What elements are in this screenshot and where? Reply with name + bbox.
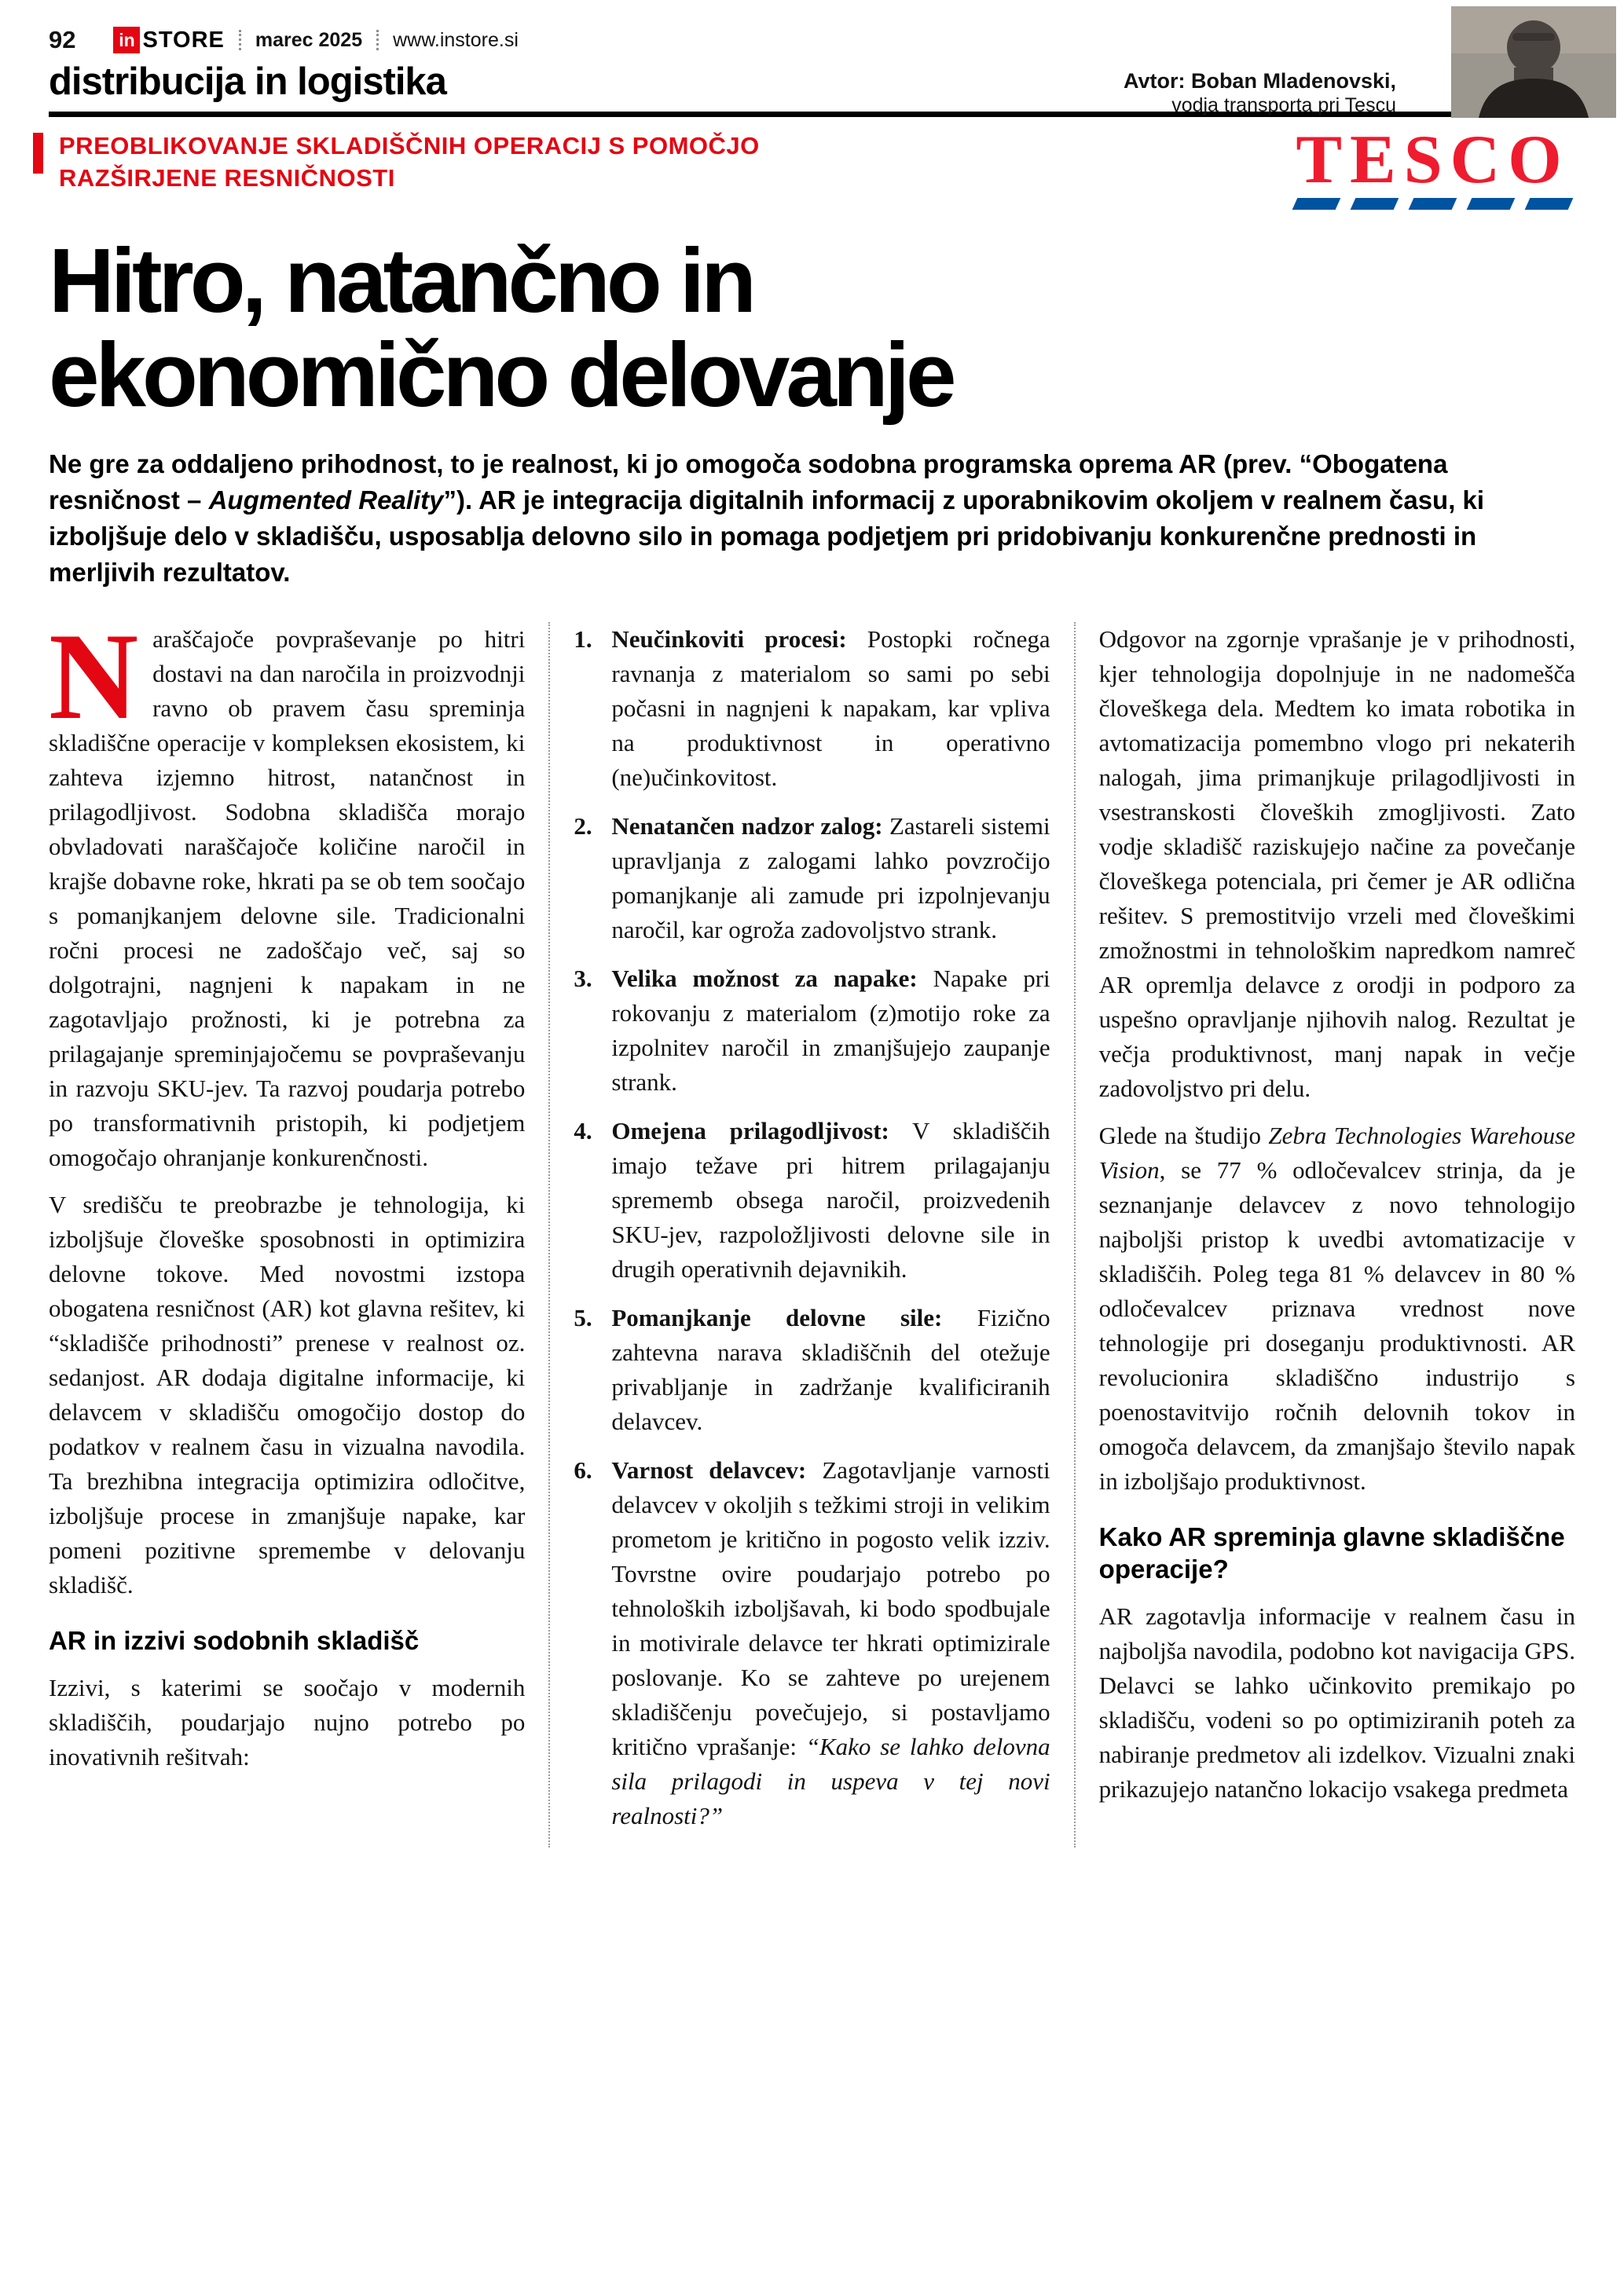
top-meta-row — [49, 20, 1575, 55]
subheading: Kako AR spreminja glavne skladiščne operacije? — [1098, 1522, 1565, 1584]
list-item — [574, 1301, 1050, 1439]
paragraph: Izzivi, s katerimi se soočajo v modernih skladiščih, poudarjajo nujno potrebo po inovativnih rešitvah: — [49, 1674, 526, 1771]
item-label: Velika možnost za napake: — [611, 965, 918, 993]
item-text: Omejena prilagodljivost: V skladiščih imajo težave pri hitrem prilagajanju sprememb obsega naročil, proizvedenih SKU-jev, razpoložljivosti delovne sile in drugih operativnih dejavnikih. — [611, 1117, 1050, 1283]
column-1 — [49, 608, 548, 1847]
list-item — [574, 809, 1050, 947]
lead-paragraph — [49, 446, 1575, 591]
tesco-logo — [1295, 122, 1571, 210]
item-number: 6. — [574, 1456, 592, 1485]
item-text: Neučinkoviti procesi: Postopki ročnega ravnanja z materialom so sami po sebi počasni in nagnjeni k napakam, kar vpliva na produktivnost in operativno (ne)učinkovitost. — [611, 625, 1050, 792]
tesco-underline — [1295, 198, 1571, 210]
section-title: distribucija in logistika — [49, 60, 446, 103]
instore-logo-in-box: in — [113, 27, 140, 53]
red-accent-bar — [33, 133, 43, 174]
headline-line-1: Hitro, natančno in — [49, 229, 753, 331]
item-number: 4. — [574, 1117, 592, 1145]
lead-part-1: Ne gre za oddaljeno prihodnost, to je realnost, ki jo omogoča sodobna programska oprema AR (prev. “Obogatena resničnost – — [49, 449, 1448, 515]
tesco-dash-icon — [1525, 198, 1574, 210]
item-quote: “Kako se lahko delovna sila prilagodi in uspeva v tej novi realnosti?” — [611, 1733, 1050, 1830]
author-name: Avtor: Boban Mladenovski, — [1123, 69, 1396, 93]
column-3 — [1074, 622, 1575, 1847]
paragraph — [49, 608, 526, 1175]
kicker-line-1: PREOBLIKOVANJE SKLADIŠČNIH OPERACIJ S POMOČJO — [59, 132, 760, 159]
list-item — [574, 961, 1050, 1100]
drop-cap: N — [49, 608, 139, 746]
paragraph-text: araščajoče povpraševanje po hitri dostavi na dan naročila in proizvodnji ravno ob pravem času spreminja skladiščne operacije v kompleksen ekosistem, ki zahteva izjemno hitrost, natančnost in prilagodljivost. Sodobna skladišča morajo obvladovati naraščajoče količine naročil in krajše dobavne roke, hkrati pa se ob tem soočajo s pomanjkanjem delovne sile. Tradicionalni ročni procesi ne zadoščajo več, saj so dolgotrajni, nagnjeni k napakam in ne zagotavljajo prožnosti, ki je potrebna za prilagajanje spreminjajočemu se povpraševanju in razvoju SKU-jev. Ta razvoj poudarja potrebo po transformativnih pristopih, ki podjetjem omogočajo ohranjanje konkurenčnosti. — [49, 625, 526, 1172]
separator-icon — [239, 30, 241, 50]
tesco-dash-icon — [1351, 198, 1399, 210]
item-label: Pomanjkanje delovne sile: — [611, 1304, 943, 1332]
item-label: Omejena prilagodljivost: — [611, 1117, 889, 1145]
lead-part-2: ”). AR je integracija digitalnih informacij z uporabnikovim okoljem v realnem času, ki izboljšuje delo v skladišču, usposablja delovno silo in pomaga podjetjem pri pridobivanju konkurenčne prednosti in merljivih rezultatov. — [49, 485, 1485, 588]
item-text: Nenatančen nadzor zalog: Zastareli sistemi upravljanja z zalogami lahko povzročijo pomanjkanje ali zamude pri izpolnjevanju naročil, kar ogroža zadovoljstvo strank. — [611, 812, 1050, 944]
list-item — [574, 622, 1050, 795]
instore-logo — [113, 27, 224, 53]
list-item — [574, 1453, 1050, 1833]
subheading: AR in izzivi sodobnih skladišč — [49, 1626, 420, 1656]
article-headline — [49, 229, 1575, 427]
author-role: vodja transporta pri Tescu — [1171, 94, 1396, 116]
item-text: Varnost delavcev: Zagotavljanje varnosti delavcev v okoljih s težkimi stroji in velikim prometom je kritično in pogosto velik izziv. Tovrstne ovire poudarjajo potrebo po tehnoloških izboljšavah, ki bodo spodbujale in motivirale delavce ter hkrati optimizirale poslovanje. Ko se zahteve po urejenem skladiščenju povečujejo, si postavljamo kritično vprašanje: “Kako se lahko delovna sila prilagodi in uspeva v tej novi realnosti?” — [611, 1456, 1050, 1830]
lead-italic: Augmented Reality — [208, 485, 444, 515]
body-columns — [49, 608, 1575, 1847]
list-item — [574, 1114, 1050, 1287]
author-credit — [1124, 69, 1396, 118]
tesco-wordmark: TESCO — [1296, 122, 1570, 198]
column-2 — [548, 622, 1073, 1847]
issue-date: marec 2025 — [255, 28, 363, 51]
kicker-line-2: RAZŠIRJENE RESNIČNOSTI — [59, 164, 395, 192]
item-text: Pomanjkanje delovne sile: Fizično zahtevna narava skladiščnih del otežuje privabljanje in zadržanje kvalificiranih delavcev. — [611, 1304, 1050, 1436]
kicker-row — [49, 122, 1575, 210]
person-silhouette-icon — [1451, 6, 1616, 118]
paragraph: Glede na študijo Zebra Technologies Warehouse Vision, se 77 % odločevalcev strinja, da je seznanjanje delavcev z novo tehnologijo najboljši pristop k uvedbi avtomatizacije v skladiščih. Poleg tega 81 % delavcev in 80 % odločevalcev priznava vrednost nove tehnologije pri doseganju produktivnosti. AR revolucionira skladiščno industrijo s poenostavitvijo ročnih delovnih tokov in omogoča delavcem, da zmanjšajo število napak in izboljšajo produktivnost. — [1098, 1122, 1575, 1496]
separator-icon — [376, 30, 379, 50]
instore-logo-store-text: STORE — [142, 27, 225, 53]
headline-line-2: ekonomično delovanje — [49, 324, 953, 427]
item-label: Varnost delavcev: — [611, 1456, 807, 1485]
tesco-dash-icon — [1409, 198, 1457, 210]
paragraph: V središču te preobrazbe je tehnologija, ki izboljšuje človeške sposobnosti in optimizira delovne tokove. Med novostmi izstopa obogatena resničnost (AR) kot glavna rešitev, ki “skladišče prihodnosti” prenese v realnost oz. sedanjost. AR dodaja digitalne informacije, ki delavcem v skladišču omogočijo dostop do podatkov v realnem času in vizualna navodila. Ta brezhibna integracija optimizira odločitve, izboljšuje procese in zmanjšuje napake, kar pomeni pozitivne spremembe v delovanju skladišč. — [49, 1191, 526, 1599]
paragraph: AR zagotavlja informacije v realnem času in najboljša navodila, podobno kot navigacija GPS. Delavci se lahko učinkovito premikajo po skladišču, vodeni so po optimiziranih poteh za nabiranje predmetov ali izdelkov. Vizualni znaki prikazujejo natančno lokacijo vsakega predmeta — [1098, 1602, 1575, 1803]
website-url: www.instore.si — [393, 28, 519, 51]
item-label: Nenatančen nadzor zalog: — [611, 812, 883, 840]
item-number: 2. — [574, 812, 592, 840]
study-title: Zebra Technologies Warehouse Vision — [1098, 1122, 1575, 1185]
tesco-dash-icon — [1292, 198, 1341, 210]
item-number: 5. — [574, 1304, 592, 1332]
tesco-dash-icon — [1467, 198, 1516, 210]
kicker-text — [59, 130, 760, 194]
paragraph: Odgovor na zgornje vprašanje je v prihodnosti, kjer tehnologija dopolnjuje in ne nadomešča človeškega dela. Medtem ko imata robotika in avtomatizacija pomembno vlogo pri nekaterih nalogah, jima primanjkuje prilagodljivosti in vsestranskosti človeških zmogljivosti. Zato vodje skladišč raziskujejo načine za povečanje človeškega potenciala, pri čemer je AR odlična rešitev. S premostitvijo vrzeli med človeškimi zmožnostmi in tehnološkim napredkom namreč AR opremlja delavce z orodji in podporo za uspešno opravljanje njihovih nalog. Rezultat je večja produktivnost, manj napak in večje zadovoljstvo pri delu. — [1098, 625, 1575, 1103]
author-photo — [1451, 6, 1616, 118]
item-label: Neučinkoviti procesi: — [611, 625, 847, 654]
item-text: Velika možnost za napake: Napake pri rokovanju z materialom (z)motijo roke za izpolnitev naročil in zmanjšujejo zaupanje strank. — [611, 965, 1050, 1097]
item-number: 1. — [574, 625, 592, 654]
item-number: 3. — [574, 965, 592, 993]
page-number: 92 — [49, 26, 76, 53]
